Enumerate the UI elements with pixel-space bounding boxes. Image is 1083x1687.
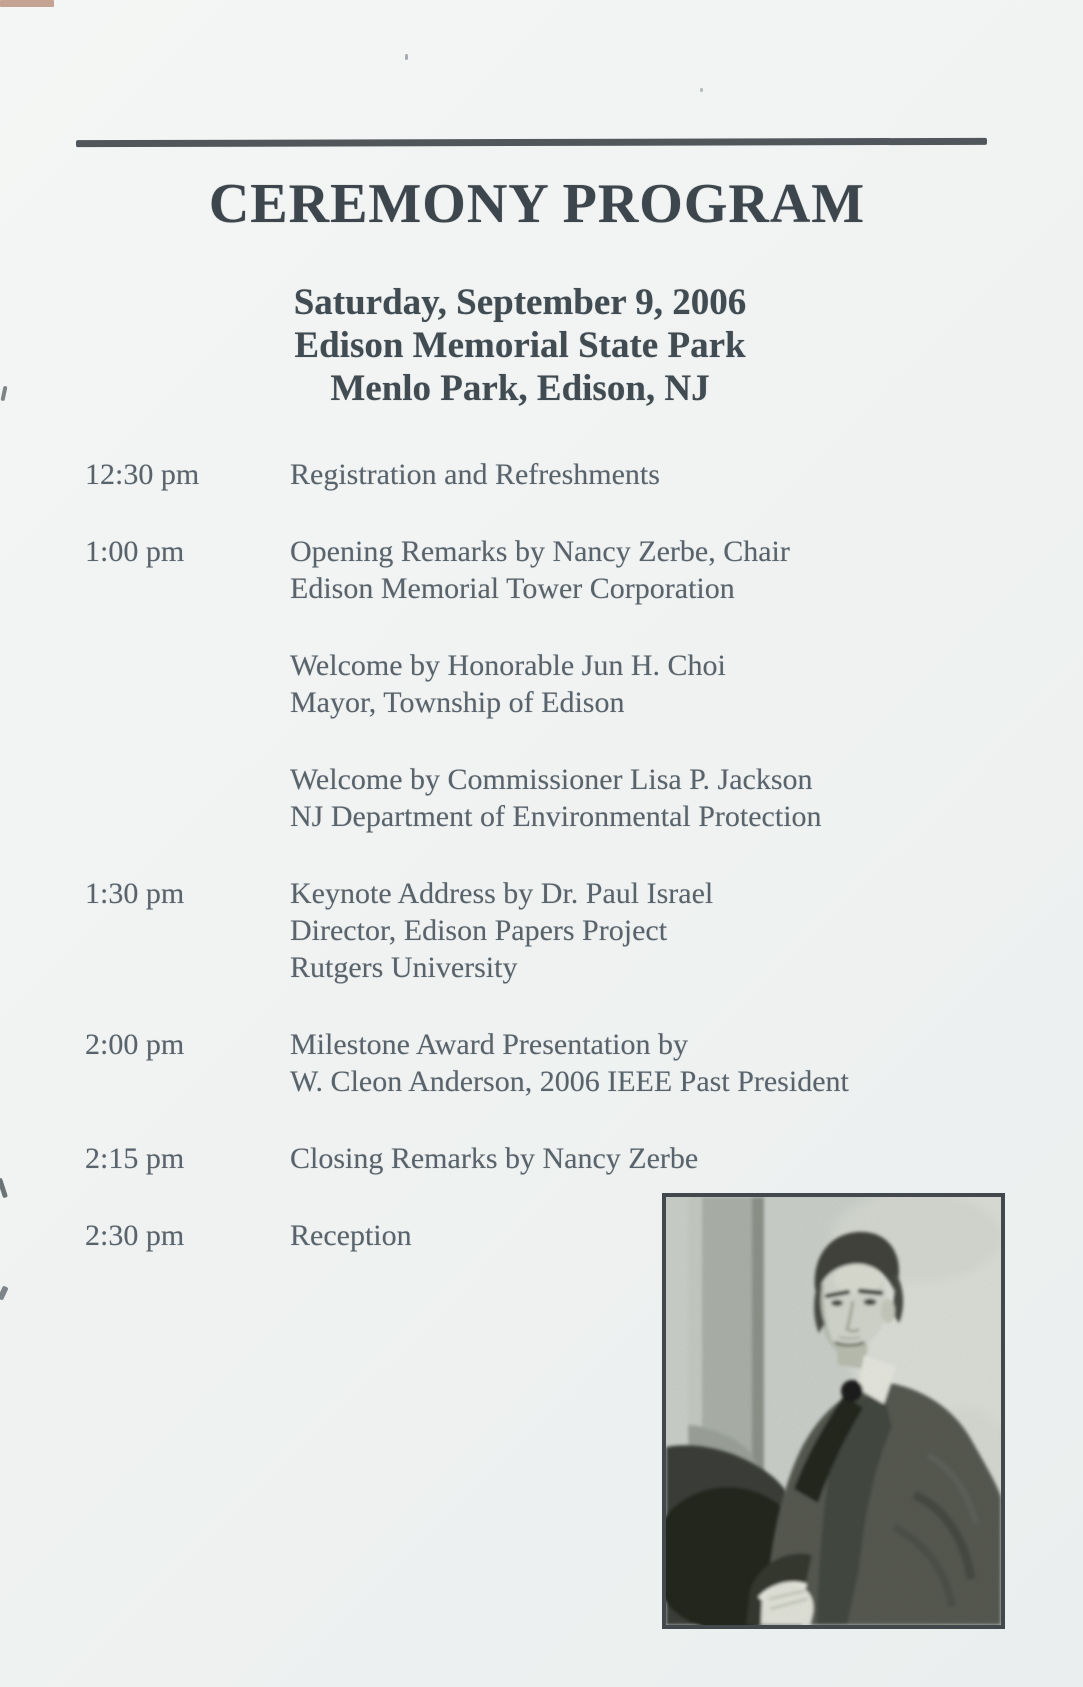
schedule-row bbox=[85, 761, 1043, 835]
schedule-line: W. Cleon Anderson, 2006 IEEE Past President bbox=[290, 1065, 849, 1098]
schedule-row bbox=[85, 1026, 1043, 1100]
schedule-time: 1:30 pm bbox=[85, 877, 185, 910]
page-title: CEREMONY PROGRAM bbox=[208, 173, 866, 235]
schedule-time: 1:00 pm bbox=[85, 535, 185, 568]
schedule-line: Keynote Address by Dr. Paul Israel bbox=[290, 877, 714, 910]
schedule-description bbox=[290, 761, 1043, 835]
schedule-description bbox=[290, 1140, 1043, 1177]
scan-speck bbox=[700, 88, 703, 92]
schedule-time: 2:00 pm bbox=[85, 1028, 185, 1061]
event-date: Saturday, September 9, 2006 bbox=[293, 282, 747, 323]
schedule-line: Milestone Award Presentation by bbox=[290, 1028, 689, 1061]
schedule-line: Director, Edison Papers Project bbox=[290, 914, 668, 947]
schedule-row bbox=[85, 647, 1043, 721]
scan-artifact-edge bbox=[0, 1178, 8, 1199]
schedule-time bbox=[85, 761, 290, 835]
schedule-description bbox=[290, 533, 1043, 607]
schedule-row bbox=[85, 875, 1043, 986]
schedule-time bbox=[85, 647, 290, 721]
scan-artifact-corner bbox=[0, 0, 54, 7]
schedule-line: Reception bbox=[290, 1219, 412, 1252]
edison-portrait-photo bbox=[662, 1193, 1005, 1629]
schedule-description bbox=[290, 456, 1043, 493]
schedule-line: Closing Remarks by Nancy Zerbe bbox=[290, 1142, 699, 1175]
schedule-line: Rutgers University bbox=[290, 951, 518, 984]
schedule-line: Registration and Refreshments bbox=[290, 458, 660, 491]
schedule-description bbox=[290, 1026, 1043, 1100]
schedule-time: 2:15 pm bbox=[85, 1142, 185, 1175]
schedule-line: NJ Department of Environmental Protection bbox=[290, 800, 822, 833]
schedule-description bbox=[290, 647, 1043, 721]
schedule-row bbox=[85, 456, 1043, 493]
schedule-list bbox=[85, 456, 1043, 1294]
schedule-row bbox=[85, 533, 1043, 607]
scan-speck bbox=[405, 54, 408, 60]
schedule-time: 12:30 pm bbox=[85, 458, 200, 491]
schedule-line: Welcome by Commissioner Lisa P. Jackson bbox=[290, 763, 813, 796]
event-details bbox=[0, 281, 1040, 410]
schedule-description bbox=[290, 875, 1043, 986]
event-location: Menlo Park, Edison, NJ bbox=[330, 368, 710, 409]
schedule-line: Mayor, Township of Edison bbox=[290, 686, 625, 719]
schedule-time: 2:30 pm bbox=[85, 1219, 185, 1252]
schedule-line: Edison Memorial Tower Corporation bbox=[290, 572, 735, 605]
event-venue: Edison Memorial State Park bbox=[294, 325, 746, 366]
schedule-line: Opening Remarks by Nancy Zerbe, Chair bbox=[290, 535, 790, 568]
scan-artifact-edge bbox=[0, 1285, 9, 1300]
header-rule bbox=[76, 138, 987, 147]
schedule-line: Welcome by Honorable Jun H. Choi bbox=[290, 649, 726, 682]
schedule-row bbox=[85, 1140, 1043, 1177]
edison-portrait-illustration bbox=[666, 1197, 1001, 1625]
